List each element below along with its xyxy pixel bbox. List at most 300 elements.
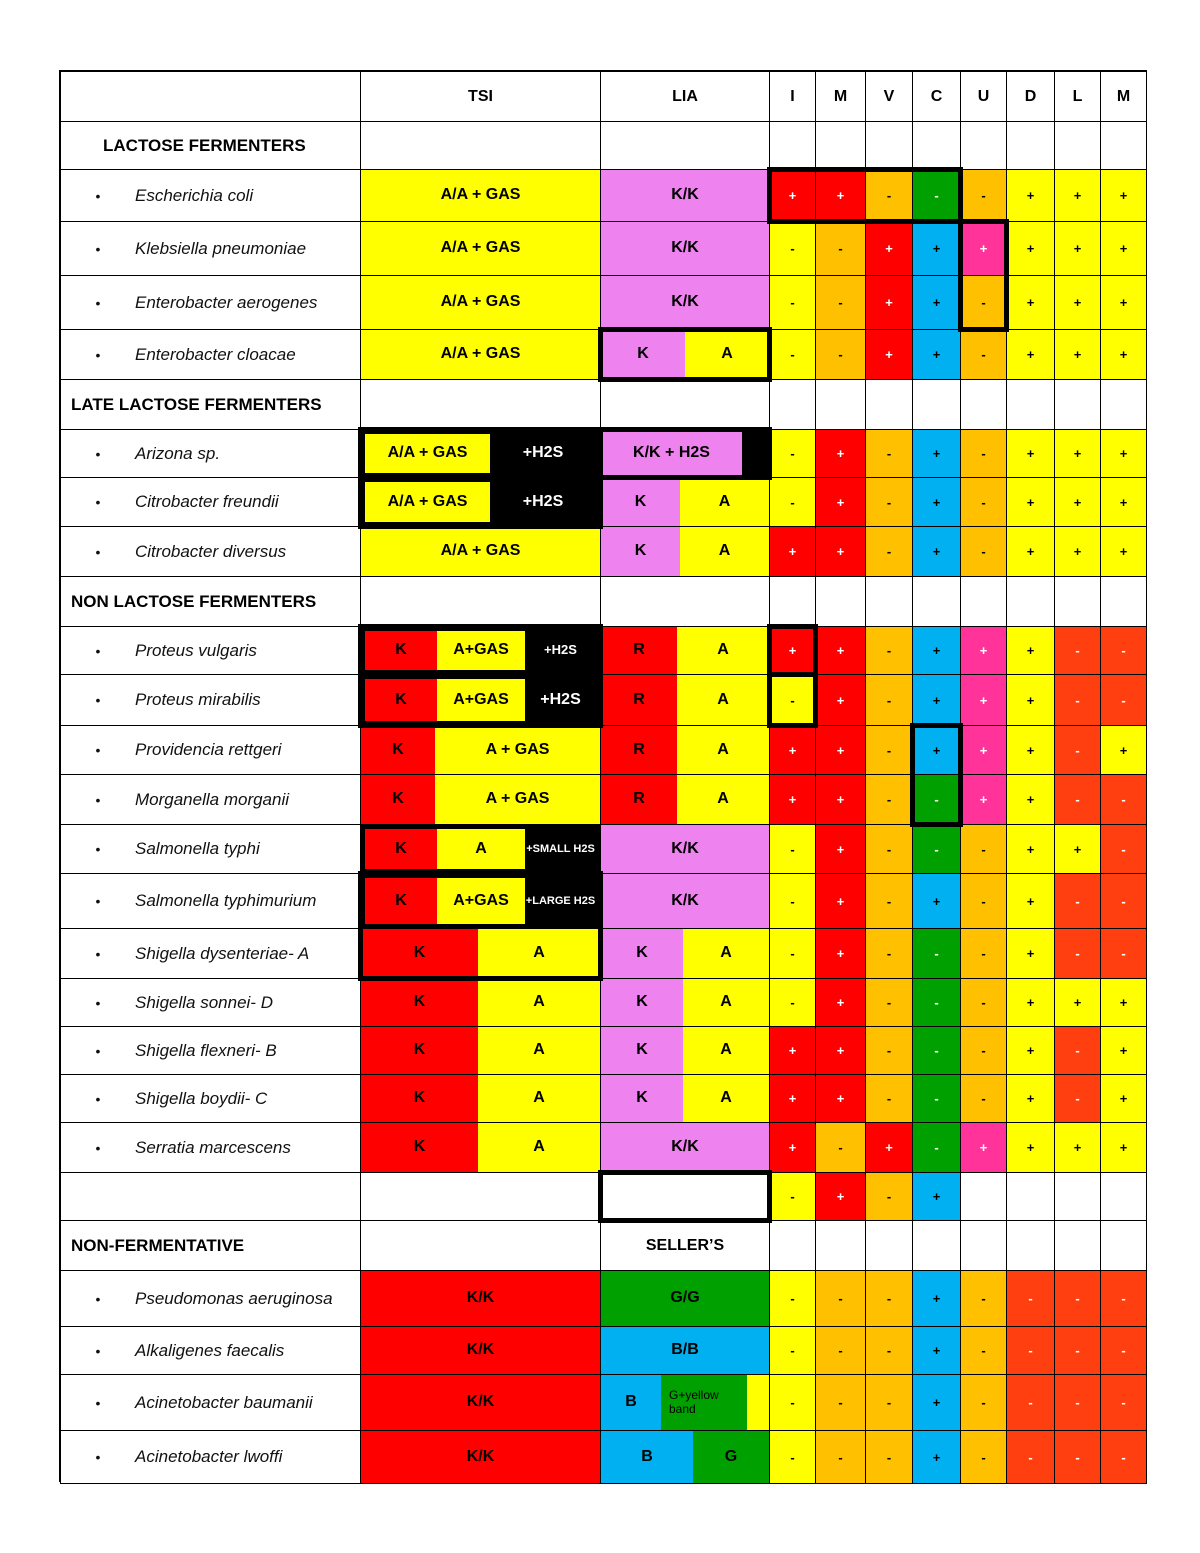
test-result-m	[815, 1430, 866, 1484]
test-result-d	[1006, 429, 1055, 478]
test-symbol: +	[1026, 347, 1035, 362]
test-symbol: -	[886, 1043, 892, 1058]
section-heading-late: LATE LACTOSE FERMENTERS	[60, 379, 361, 430]
segment: G	[693, 1431, 769, 1483]
organism-name: Proteus mirabilis	[135, 690, 261, 710]
bullet: •	[95, 187, 101, 204]
test-result-m	[1100, 725, 1147, 775]
organism-name-cell	[60, 1074, 361, 1123]
test-blank	[769, 379, 816, 430]
test-symbol: -	[838, 295, 843, 310]
test-symbol: +	[932, 295, 941, 310]
segment: K	[601, 478, 680, 526]
test-symbol: -	[1075, 893, 1080, 909]
column-header-lia: LIA	[600, 71, 770, 122]
test-result-v	[865, 774, 913, 825]
test-result-i	[769, 526, 816, 577]
test-symbol: -	[1028, 1449, 1033, 1465]
test-symbol: -	[934, 841, 939, 857]
organism-name: Salmonella typhimurium	[135, 891, 317, 911]
organism-name: Acinetobacter lwoffi	[135, 1447, 283, 1467]
segment: K/K	[361, 1271, 600, 1326]
lia-result	[600, 221, 770, 276]
bullet: •	[95, 945, 101, 962]
test-blank	[815, 576, 866, 627]
organism-name-cell	[60, 824, 361, 874]
test-result-u	[960, 1270, 1007, 1327]
organism-name-cell	[60, 329, 361, 380]
test-symbol: -	[1121, 792, 1126, 807]
test-blank	[865, 576, 913, 627]
test-symbol: -	[1121, 692, 1126, 708]
bullet: •	[95, 294, 101, 311]
test-symbol: +	[1026, 188, 1035, 203]
test-result-v	[865, 1430, 913, 1484]
organism-name: Citrobacter freundii	[135, 492, 279, 512]
segment: K	[365, 631, 437, 670]
test-symbol: -	[838, 1343, 843, 1358]
tsi-result	[360, 1430, 601, 1484]
test-result-m	[815, 275, 866, 330]
segment: K/K	[361, 1327, 600, 1374]
lia-result	[600, 1430, 770, 1484]
lia-result	[600, 1074, 770, 1123]
test-result-u	[960, 1374, 1007, 1431]
segment: A	[677, 726, 769, 774]
organism-name-cell	[60, 1122, 361, 1173]
tsi-result	[360, 626, 601, 675]
test-symbol: +	[1073, 446, 1082, 461]
test-symbol: -	[886, 841, 892, 857]
tsi-result	[360, 1026, 601, 1075]
test-result-v	[865, 725, 913, 775]
test-result-m	[815, 169, 866, 222]
test-symbol: +	[1119, 295, 1128, 310]
segment: K/K	[601, 1123, 769, 1172]
test-symbol: -	[790, 946, 795, 961]
test-blank	[960, 121, 1007, 170]
test-result-v	[865, 873, 913, 929]
test-result-c	[912, 221, 961, 276]
test-result-m	[815, 1122, 866, 1173]
test-result-v	[865, 526, 913, 577]
test-blank	[1054, 121, 1101, 170]
test-result-c	[912, 978, 961, 1027]
organism-name: Salmonella typhi	[135, 839, 260, 859]
test-symbol: -	[1121, 1449, 1126, 1465]
test-result-i	[769, 1270, 816, 1327]
test-symbol: +	[1026, 1043, 1035, 1058]
test-symbol: -	[1075, 1043, 1080, 1058]
test-symbol: +	[1073, 995, 1082, 1010]
segment: A	[677, 775, 769, 824]
test-result-c	[912, 1074, 961, 1123]
test-result-m	[815, 1374, 866, 1431]
test-symbol: -	[886, 946, 892, 961]
organism-name-cell	[60, 169, 361, 222]
test-symbol: +	[1073, 1140, 1082, 1155]
test-result-d	[1006, 626, 1055, 675]
organism-name-cell	[60, 1270, 361, 1327]
test-result-i	[769, 674, 816, 726]
test-symbol: +	[932, 241, 941, 256]
test-symbol: +	[1026, 446, 1035, 461]
test-blank	[815, 121, 866, 170]
organism-name-cell	[60, 774, 361, 825]
test-result-i	[769, 329, 816, 380]
segment: K/K + H2S	[601, 430, 742, 477]
test-symbol: -	[886, 188, 892, 203]
test-symbol: -	[886, 692, 892, 708]
bullet: •	[95, 791, 101, 808]
lia-result	[600, 429, 770, 478]
test-result-i	[769, 928, 816, 979]
test-symbol: +	[932, 544, 941, 559]
tsi-result	[360, 429, 601, 478]
test-symbol: +	[1119, 1091, 1128, 1106]
test-result-m	[1100, 1172, 1147, 1221]
test-symbol: +	[1026, 643, 1035, 658]
sellers-header: SELLER’S	[600, 1220, 770, 1271]
segment: K/K	[601, 825, 769, 873]
test-symbol: +	[1026, 841, 1035, 857]
test-blank	[1006, 1220, 1055, 1271]
test-blank	[865, 379, 913, 430]
test-symbol: +	[1026, 1140, 1035, 1155]
test-symbol: +	[932, 692, 941, 708]
test-symbol: -	[1075, 643, 1080, 658]
test-result-v	[865, 1074, 913, 1123]
test-symbol: +	[836, 1091, 845, 1106]
column-header-m: M	[815, 71, 866, 122]
organism-name: Alkaligenes faecalis	[135, 1340, 285, 1360]
test-symbol: -	[790, 347, 795, 362]
test-blank	[912, 1220, 961, 1271]
test-result-u	[960, 477, 1007, 527]
test-result-d	[1006, 674, 1055, 726]
test-symbol: -	[886, 544, 892, 559]
test-symbol: -	[838, 1140, 843, 1155]
test-blank	[769, 576, 816, 627]
test-symbol: -	[981, 446, 986, 461]
test-symbol: -	[1028, 1291, 1033, 1306]
test-blank	[912, 379, 961, 430]
bullet: •	[95, 1139, 101, 1156]
test-symbol: -	[790, 995, 795, 1010]
test-symbol: +	[1119, 241, 1128, 256]
test-symbol: +	[788, 1043, 797, 1058]
segment: A	[677, 627, 769, 674]
test-symbol: +	[932, 1189, 941, 1204]
test-symbol: +	[788, 1140, 797, 1155]
segment: K	[361, 1075, 478, 1122]
test-symbol: -	[886, 893, 892, 909]
test-result-m	[815, 873, 866, 929]
segment: A	[478, 1075, 600, 1122]
segment: K	[601, 330, 685, 379]
test-result-i	[769, 1374, 816, 1431]
lia-result	[600, 928, 770, 979]
segment: R	[601, 775, 677, 824]
organism-name: Enterobacter aerogenes	[135, 292, 318, 312]
test-symbol: +	[1026, 792, 1035, 807]
bullet: •	[95, 445, 101, 462]
segment: A/A + GAS	[361, 276, 600, 329]
test-result-d	[1006, 1172, 1055, 1221]
segment: A	[478, 929, 600, 978]
test-symbol: +	[836, 893, 845, 909]
segment: A+GAS	[437, 631, 525, 670]
test-blank	[1100, 121, 1147, 170]
test-symbol: -	[1121, 1343, 1126, 1358]
organism-name: Citrobacter diversus	[135, 541, 287, 561]
test-blank	[865, 121, 913, 170]
test-result-v	[865, 626, 913, 675]
test-result-i	[769, 626, 816, 675]
test-result-u	[960, 275, 1007, 330]
test-result-m	[1100, 1430, 1147, 1484]
bullet: •	[95, 742, 101, 758]
section-heading-nonferm: NON-FERMENTATIVE	[60, 1220, 361, 1271]
test-result-l	[1054, 275, 1101, 330]
test-result-d	[1006, 1026, 1055, 1075]
test-symbol: +	[788, 742, 797, 758]
section-heading-lactose: LACTOSE FERMENTERS	[60, 121, 361, 170]
test-result-c	[912, 169, 961, 222]
segment: B	[601, 1375, 661, 1430]
segment: K/K	[601, 170, 769, 221]
test-symbol: +	[836, 742, 845, 758]
test-result-i	[769, 873, 816, 929]
test-blank	[769, 121, 816, 170]
test-result-u	[960, 429, 1007, 478]
test-result-i	[769, 1122, 816, 1173]
test-result-l	[1054, 626, 1101, 675]
test-result-d	[1006, 1326, 1055, 1375]
tsi-result	[360, 824, 601, 874]
test-result-d	[1006, 169, 1055, 222]
test-result-d	[1006, 1430, 1055, 1484]
segment: +H2S	[490, 434, 596, 473]
test-result-l	[1054, 429, 1101, 478]
organism-name-cell	[60, 978, 361, 1027]
tsi-result	[360, 725, 601, 775]
segment: R	[601, 726, 677, 774]
segment	[742, 430, 769, 477]
test-symbol: -	[981, 1449, 986, 1465]
tsi-result	[360, 774, 601, 825]
section-heading-non: NON LACTOSE FERMENTERS	[60, 576, 361, 627]
test-blank	[960, 379, 1007, 430]
test-result-l	[1054, 1270, 1101, 1327]
test-blank	[815, 1220, 866, 1271]
segment: A	[437, 829, 525, 869]
test-result-l	[1054, 221, 1101, 276]
test-symbol: +	[1073, 544, 1082, 559]
test-result-m	[815, 329, 866, 380]
test-symbol: +	[932, 494, 941, 510]
segment: A/A + GAS	[361, 170, 600, 221]
test-symbol: -	[981, 1091, 986, 1106]
segment: K/K	[601, 222, 769, 275]
lia-result	[600, 477, 770, 527]
test-symbol: +	[1073, 841, 1082, 857]
tsi-result	[360, 329, 601, 380]
test-result-u	[960, 169, 1007, 222]
column-header-d: D	[1006, 71, 1055, 122]
test-result-d	[1006, 477, 1055, 527]
test-symbol: -	[934, 1043, 939, 1058]
segment: K	[361, 979, 478, 1026]
test-result-d	[1006, 774, 1055, 825]
column-header-u: U	[960, 71, 1007, 122]
test-symbol: +	[1073, 347, 1082, 362]
lia-result	[600, 626, 770, 675]
segment: +LARGE H2S	[525, 878, 596, 924]
segment: G/G	[601, 1271, 769, 1326]
organism-name-cell	[60, 221, 361, 276]
test-result-d	[1006, 221, 1055, 276]
test-symbol: -	[1121, 1291, 1126, 1306]
test-symbol: -	[790, 1189, 795, 1204]
organism-name: Pseudomonas aeruginosa	[135, 1288, 333, 1308]
segment: K	[365, 878, 437, 924]
segment: K	[601, 929, 683, 978]
test-result-i	[769, 169, 816, 222]
segment: K/K	[361, 1431, 600, 1483]
tsi-blank	[360, 121, 601, 170]
test-result-u	[960, 674, 1007, 726]
bullet: •	[95, 346, 101, 363]
test-symbol: -	[790, 494, 795, 510]
test-symbol: -	[838, 241, 843, 256]
test-symbol: +	[836, 494, 845, 510]
test-result-m	[1100, 329, 1147, 380]
organism-name: Escherichia coli	[135, 185, 254, 205]
segment: A	[478, 1123, 600, 1172]
lia-blank	[600, 379, 770, 430]
segment: A+GAS	[437, 878, 525, 924]
test-result-l	[1054, 169, 1101, 222]
segment: K/K	[601, 874, 769, 928]
test-symbol: +	[1119, 1140, 1128, 1155]
test-symbol: +	[836, 1043, 845, 1058]
tsi-result	[360, 1326, 601, 1375]
tsi-result	[360, 1074, 601, 1123]
test-result-m	[815, 978, 866, 1027]
segment: A/A + GAS	[361, 330, 600, 379]
test-symbol: -	[886, 1291, 892, 1306]
test-symbol: -	[1121, 841, 1126, 857]
segment: K	[361, 929, 478, 978]
lia-result	[600, 978, 770, 1027]
test-result-l	[1054, 1326, 1101, 1375]
test-symbol: +	[1026, 946, 1035, 961]
test-result-m	[815, 824, 866, 874]
test-symbol: +	[1026, 494, 1035, 510]
segment: K	[601, 1075, 683, 1122]
lia-result	[600, 1326, 770, 1375]
test-result-v	[865, 1026, 913, 1075]
test-result-d	[1006, 329, 1055, 380]
test-symbol: +	[1026, 692, 1035, 708]
segment: B	[601, 1431, 693, 1483]
test-result-v	[865, 169, 913, 222]
lia-result	[600, 169, 770, 222]
organism-name-cell	[60, 725, 361, 775]
test-result-l	[1054, 1122, 1101, 1173]
test-result-v	[865, 928, 913, 979]
identification-table	[60, 71, 1146, 1481]
segment: A	[677, 675, 769, 725]
test-result-m	[1100, 275, 1147, 330]
test-result-m	[1100, 1074, 1147, 1123]
test-result-c	[912, 275, 961, 330]
lia-blank	[600, 576, 770, 627]
test-symbol: -	[934, 946, 939, 961]
organism-name: Arizona sp.	[135, 443, 221, 463]
header-blank	[60, 71, 361, 122]
test-symbol: +	[1073, 188, 1082, 203]
test-result-u	[960, 1122, 1007, 1173]
test-result-d	[1006, 725, 1055, 775]
test-result-m	[1100, 477, 1147, 527]
test-result-u	[960, 221, 1007, 276]
segment: B/B	[601, 1327, 769, 1374]
test-symbol: +	[932, 1449, 941, 1465]
test-result-i	[769, 1430, 816, 1484]
test-symbol: -	[981, 188, 986, 203]
tsi-result	[360, 477, 601, 527]
test-result-d	[1006, 1122, 1055, 1173]
test-result-u	[960, 626, 1007, 675]
test-result-v	[865, 1326, 913, 1375]
segment: A	[683, 929, 769, 978]
test-symbol: -	[886, 446, 892, 461]
test-result-m	[1100, 978, 1147, 1027]
test-symbol: -	[886, 1343, 892, 1358]
organism-name-cell	[60, 1430, 361, 1484]
test-result-m	[815, 1074, 866, 1123]
segment: K	[601, 979, 683, 1026]
tsi-result	[360, 928, 601, 979]
organism-name-cell	[60, 429, 361, 478]
segment: +H2S	[490, 482, 596, 522]
organism-name: Morganella morganii	[135, 789, 290, 809]
test-symbol: -	[1075, 1395, 1080, 1410]
test-symbol: +	[836, 792, 845, 807]
test-result-c	[912, 477, 961, 527]
organism-name-cell	[60, 873, 361, 929]
test-symbol: -	[790, 1395, 795, 1410]
segment: A/A + GAS	[365, 434, 490, 473]
test-result-m	[815, 674, 866, 726]
test-result-m	[1100, 1026, 1147, 1075]
test-result-l	[1054, 329, 1101, 380]
bullet: •	[95, 841, 101, 857]
test-symbol: -	[790, 1449, 795, 1465]
test-result-c	[912, 526, 961, 577]
test-result-l	[1054, 1026, 1101, 1075]
segment: A	[685, 330, 769, 379]
test-symbol: -	[838, 1395, 843, 1410]
lia-result	[600, 1026, 770, 1075]
bullet: •	[95, 1342, 101, 1359]
bullet: •	[95, 692, 101, 708]
test-symbol: -	[886, 1395, 892, 1410]
organism-name: Shigella boydii- C	[135, 1088, 268, 1108]
segment: K	[361, 1123, 478, 1172]
